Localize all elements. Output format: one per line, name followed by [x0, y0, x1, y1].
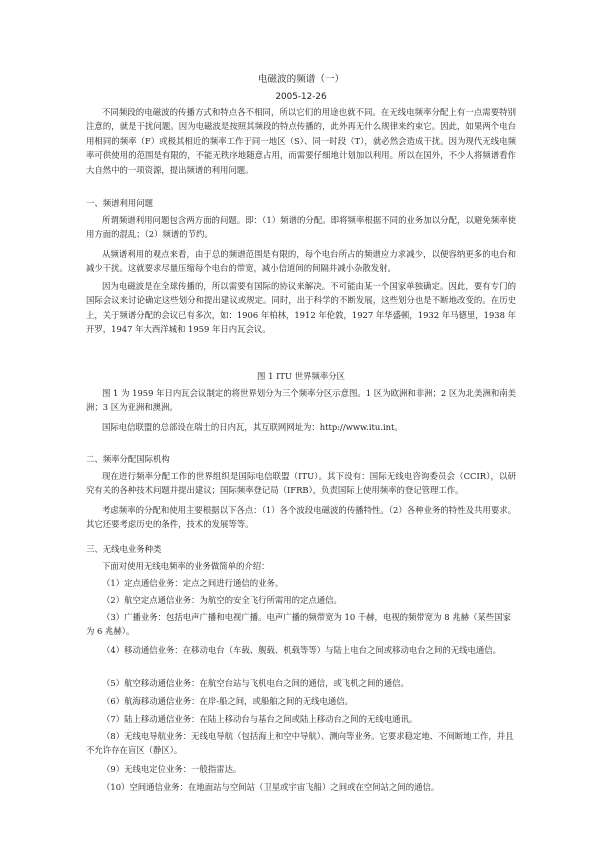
- section2-heading: 二、频率分配国际机构: [86, 454, 170, 464]
- section3-heading: 三、无线电业务种类: [86, 544, 162, 554]
- service-item: （7）陆上移动通信业务：在陆上移动台与基台之间或陆上移动台之间的无线电通讯。: [102, 714, 418, 724]
- section3-lead: 下面对使用无线电频率的业务做简单的介绍：: [102, 561, 270, 571]
- doc-date: 2005-12-26: [275, 92, 327, 102]
- figure-caption: 图 1 ITU 世界频率分区: [257, 371, 345, 381]
- service-item: （1）定点通信业务：定点之间进行通信的业务。: [102, 578, 284, 588]
- section1-paragraph-1: 所谓频谱利用问题包含两方面的问题。即：（1）频谱的分配。即将频率根据不同的业务加以分配，以避免频率使用方面的混乱；（2）频谱的节约。: [86, 215, 516, 240]
- intro-paragraph: 不同频段的电磁波的传播方式和特点各不相同，所以它们的用途也就不同。在无线电频率分配上有一点需要特别注意的，就是干扰问题。因为电磁波是按照其频段的特点传播的，此外再无什么规律来约束它。因此，如果两个电台用相同的频率（F）或极其相近的频率工作于同一地区（S）、同一时段（T），就必然会造成干扰。因为现代无线电频率可供使用的范围是有限的，不能无秩序地随意占用，而需要仔细地计划加以利用。所以在国外，不少人将频谱看作大自然中的一项资源，提出频谱的利用问题。: [86, 107, 516, 175]
- section1-paragraph-3: 因为电磁波是在全球传播的，所以需要有国际的协议来解决。不可能由某一个国家单独确定。因此，要有专门的国际会议来讨论确定这些划分和提出建议或规定。同时，出于科学的不断发展，这些划分也是不断地改变的。在历史上，关于频谱分配的会议已有多次，如：1906 年柏林，1912 年伦敦，1927 年华盛顿，1932 年马德里，1938 年开罗，1947 年大西洋城和 1959 年日内瓦会议。: [86, 281, 516, 335]
- service-item: （8）无线电导航业务：无线电导航（包括海上和空中导航）、测向等业务。它要求稳定地、不间断地工作，并且不允许存在盲区（静区）。: [86, 731, 514, 756]
- service-item: （9）无线电定位业务：一般指雷达。: [102, 764, 242, 774]
- service-item: （3）广播业务：包括电声广播和电视广播。电声广播的频带宽为 10 千赫，电视的频带宽为 8 兆赫（某些国家为 6 兆赫）。: [86, 612, 511, 637]
- service-item: （5）航空移动通信业务：在航空台站与飞机电台之间的通信，或飞机之间的通信。: [102, 678, 409, 688]
- section2-paragraph-1: 现在进行频率分配工作的世界组织是国际电信联盟（ITU）。其下设有：国际无线电咨询委员会（CCIR），以研究有关的各种技术问题并提出建议；国际频率登记局（IFRB），负责国际上使用频率的登记管理工作。: [86, 471, 516, 496]
- doc-title: 电磁波的频谱（一）: [257, 74, 345, 85]
- section1-paragraph-2: 从频谱利用的观点来看，由于总的频谱范围是有限的，每个电台所占的频谱应力求减少，以便容纳更多的电台和减少干扰。这就要求尽量压缩每个电台的带宽，减小信道间的间隔并减小杂散发射。: [86, 249, 516, 274]
- itu-address: 国际电信联盟的总部设在瑞士的日内瓦，其互联网网址为：http://www.itu.int。: [102, 422, 403, 432]
- service-item: （10）空间通信业务：在地面站与空间站（卫星或宇宙飞船）之间或在空间站之间的通信。: [102, 782, 440, 792]
- section2-paragraph-2: 考虑频率的分配和使用主要根据以下各点：（1）各个波段电磁波的传播特性。（2）各种业务的特性及共用要求。其它还要考虑历史的条件，技术的发展等等。: [86, 505, 516, 530]
- service-item: （6）航海移动通信业务：在岸-船之间，或船舶之间的无线电通信。: [102, 696, 354, 706]
- section1-heading: 一、频谱利用问题: [86, 198, 153, 208]
- service-item: （4）移动通信业务：在移动电台（车载、舰载、机载等等）与陆上电台之间或移动电台之间的无线电通信。: [102, 645, 501, 655]
- figure-description: 图 1 为 1959 年日内瓦会议制定的将世界划分为三个频率分区示意图。1 区为欧洲和非洲；2 区为北美洲和南美洲；3 区为亚洲和澳洲。: [86, 388, 516, 413]
- service-item: （2）航空定点通信业务：为航空的安全飞行所需用的定点通信。: [102, 595, 342, 605]
